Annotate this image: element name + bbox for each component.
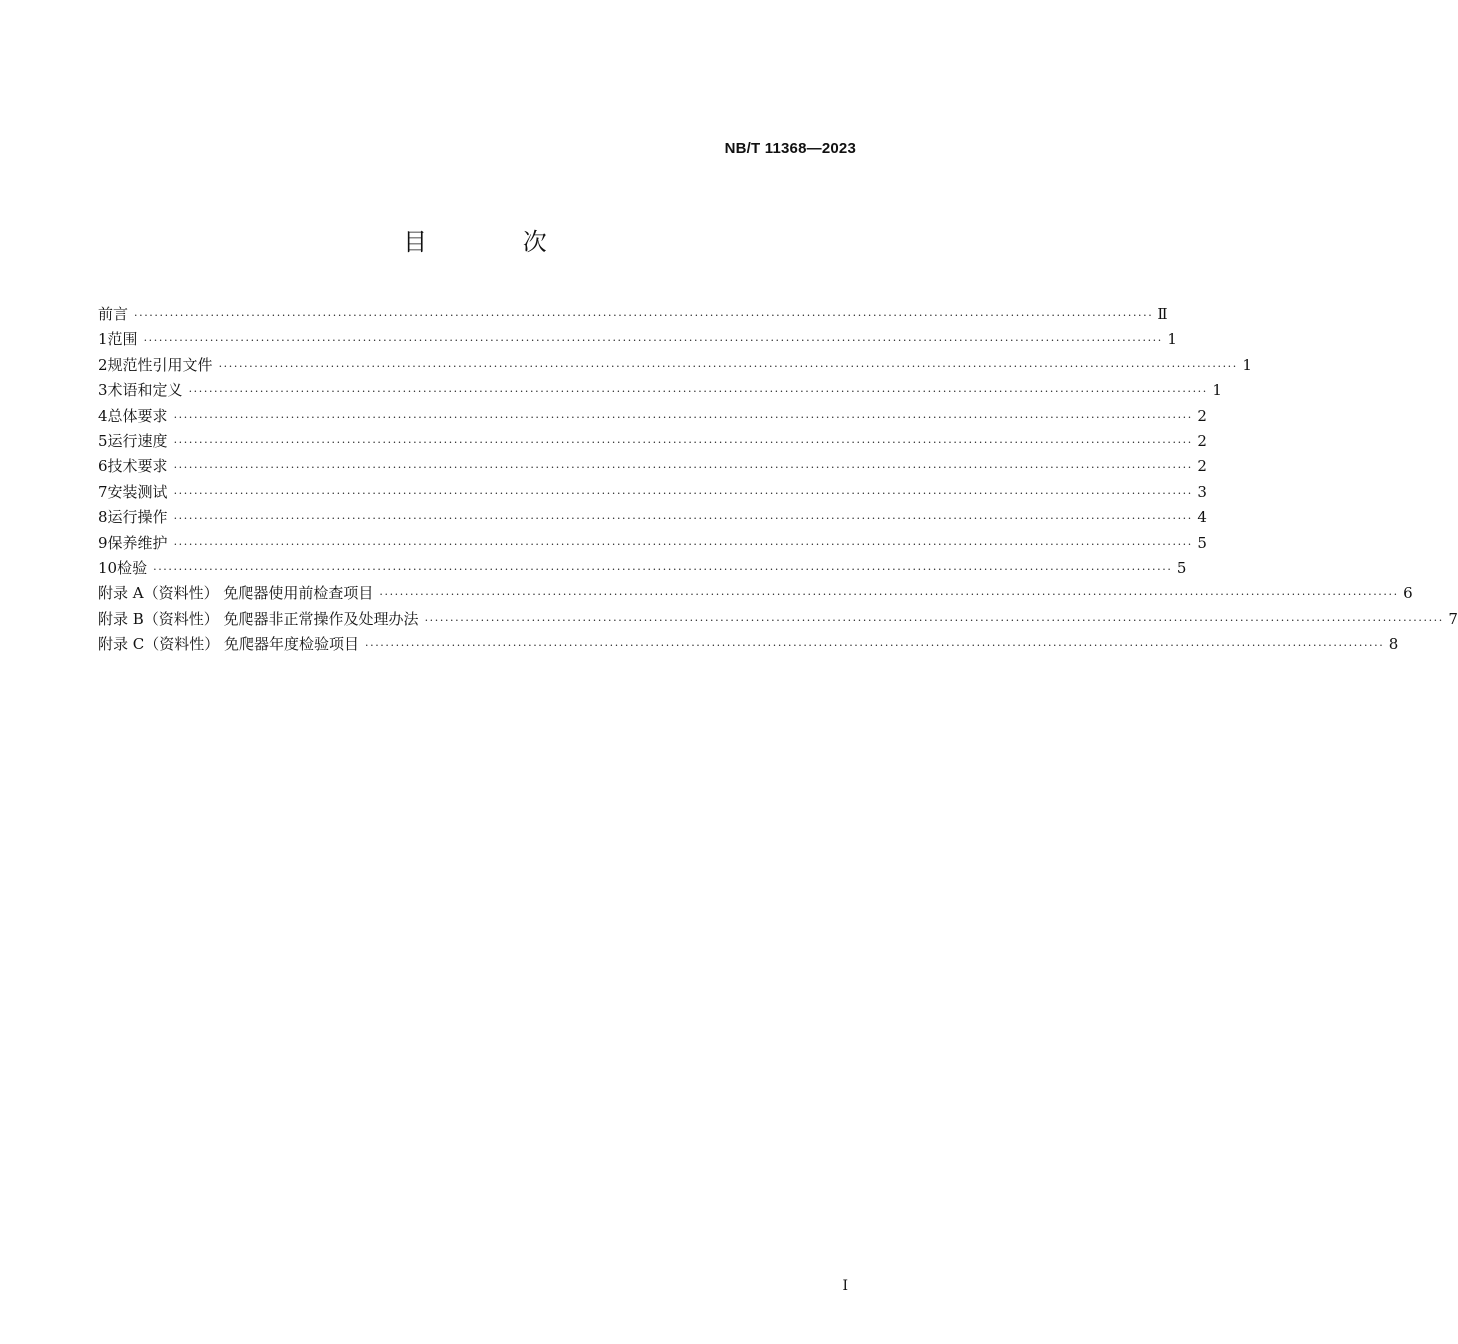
dot-leader: ········································································································································································································ [188, 385, 1208, 399]
toc-entry-title: 术语和定义 [107, 381, 183, 400]
toc-entry-number: 4 [98, 406, 108, 425]
dot-leader: ········································································································································································································ [173, 435, 1193, 449]
toc-entry-title: 总体要求 [107, 406, 168, 425]
dot-leader: ········································································································································································································ [379, 588, 1399, 602]
toc-entry-8[interactable] [98, 505, 1207, 530]
toc-entry-page: 5 [1176, 558, 1187, 577]
toc-entry-number: 3 [98, 381, 108, 400]
toc-entry-title: 运行速度 [107, 431, 168, 450]
toc-entry-appendix-b[interactable] [98, 607, 1458, 632]
toc-entry-page: 6 [1403, 584, 1413, 603]
toc-entry-number: 1 [98, 330, 108, 349]
toc-entry-7[interactable] [98, 480, 1207, 505]
toc-entry-appendix-c[interactable] [98, 632, 1399, 657]
toc-entry-title: 技术要求 [107, 457, 168, 476]
toc-entry-title: 附录 A（资料性） 免爬器使用前检查项目 [98, 584, 374, 603]
toc-entry-number: 2 [98, 355, 108, 374]
document-code: NB/T 11368—2023 [724, 140, 856, 157]
toc-entry-page: 2 [1197, 457, 1207, 476]
toc-entry-title: 检验 [117, 558, 148, 577]
toc-entry-number: 8 [98, 508, 108, 527]
table-of-contents [98, 302, 1458, 657]
dot-leader: ········································································································································································································ [218, 359, 1238, 373]
page-number: Ⅰ [842, 1278, 848, 1294]
toc-entry-1[interactable] [98, 327, 1177, 352]
toc-entry-6[interactable] [98, 454, 1207, 479]
toc-entry-number: 9 [98, 533, 108, 552]
toc-entry-10[interactable] [98, 556, 1187, 581]
toc-entry-page: 7 [1448, 609, 1458, 628]
dot-leader: ········································································································································································································ [173, 512, 1193, 526]
toc-entry-number: 5 [98, 431, 108, 450]
dot-leader: ········································································································································································································ [173, 537, 1193, 551]
toc-entry-page: 2 [1197, 431, 1207, 450]
toc-entry-title: 安装测试 [107, 482, 168, 501]
toc-entry-title: 前言 [98, 305, 129, 323]
dot-leader: ········································································································································································································ [424, 613, 1444, 627]
toc-entry-title: 运行操作 [107, 508, 168, 527]
toc-entry-page: 2 [1197, 406, 1207, 425]
dot-leader: ········································································································································································································ [153, 562, 1173, 576]
toc-entry-foreword[interactable] [98, 302, 1168, 327]
toc-entry-page: 3 [1197, 482, 1207, 501]
toc-entry-9[interactable] [98, 531, 1207, 556]
toc-entry-number: 7 [98, 482, 108, 501]
page-title: 目 次 [403, 228, 591, 256]
toc-entry-title: 附录 B（资料性） 免爬器非正常操作及处理办法 [98, 609, 419, 628]
dot-leader: ········································································································································································································ [173, 461, 1193, 475]
toc-entry-title: 范围 [107, 330, 138, 349]
toc-entry-appendix-a[interactable] [98, 581, 1413, 606]
toc-entry-page: Ⅱ [1157, 305, 1168, 323]
dot-leader: ········································································································································································································ [134, 309, 1154, 322]
toc-entry-2[interactable] [98, 353, 1252, 378]
toc-entry-title: 规范性引用文件 [107, 355, 213, 374]
toc-entry-page: 1 [1212, 381, 1222, 400]
dot-leader: ········································································································································································································ [173, 410, 1193, 424]
dot-leader: ········································································································································································································ [143, 334, 1163, 348]
toc-entry-3[interactable] [98, 378, 1222, 403]
toc-entry-page: 1 [1167, 330, 1177, 349]
toc-entry-5[interactable] [98, 429, 1207, 454]
toc-entry-page: 8 [1388, 635, 1399, 654]
dot-leader: ········································································································································································································ [173, 486, 1193, 500]
toc-entry-page: 5 [1197, 533, 1207, 552]
toc-entry-page: 4 [1197, 508, 1207, 527]
toc-entry-number: 6 [98, 457, 108, 476]
toc-entry-title: 保养维护 [107, 533, 168, 552]
dot-leader: ········································································································································································································ [365, 639, 1385, 653]
toc-entry-number: 10 [98, 558, 118, 577]
toc-entry-4[interactable] [98, 404, 1207, 429]
toc-entry-title: 附录 C（资料性） 免爬器年度检验项目 [98, 635, 360, 654]
toc-entry-page: 1 [1242, 355, 1252, 374]
